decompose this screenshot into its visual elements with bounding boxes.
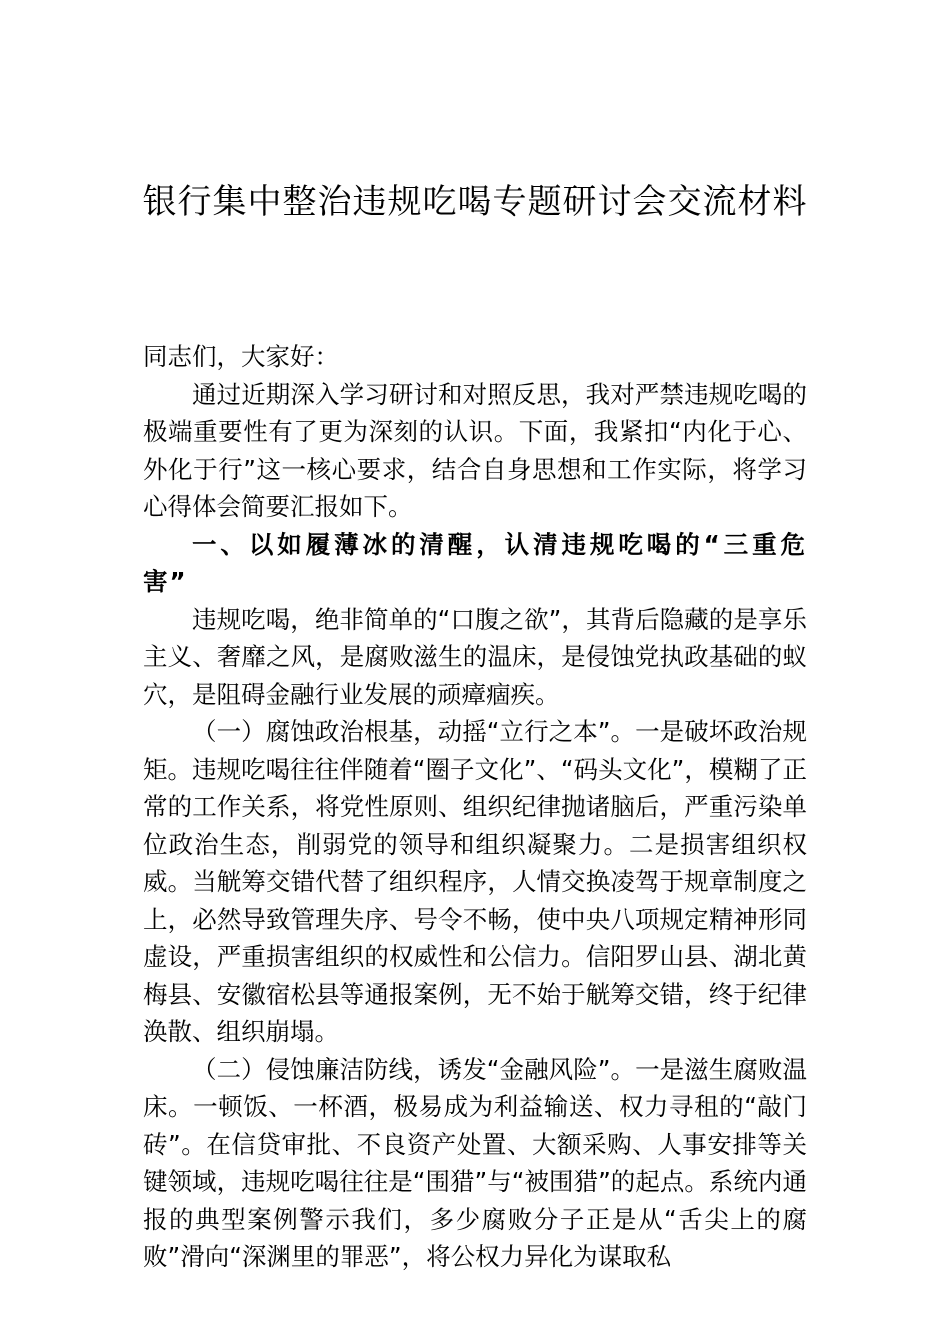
document-title: 银行集中整治违规吃喝专题研讨会交流材料 (142, 182, 808, 222)
section-heading-1: 一、以如履薄冰的清醒，认清违规吃喝的“三重危害” (143, 529, 807, 596)
paragraph-subsection-1: （一）腐蚀政治根基，动摇“立行之本”。一是破坏政治规矩。违规吃喝往往伴随着“圈子文化”、“码头文化”，模糊了正常的工作关系，将党性原则、组织纪律抛诸脑后，严重污染单位政治生态，削弱党的领导和组织凝聚力。二是损害组织权威。当觥筹交错代替了组织程序，人情交换凌驾于规章制度之上，必然导致管理失序、号令不畅，使中央八项规定精神形同虚设，严重损害组织的权威性和公信力。信阳罗山县、湖北黄梅县、安徽宿松县等通报案例，无不始于觥筹交错，终于纪律涣散、组织崩塌。 (143, 717, 807, 1046)
document-body (143, 338, 807, 1276)
paragraph-intro: 通过近期深入学习研讨和对照反思，我对严禁违规吃喝的极端重要性有了更为深刻的认识。下面，我紧扣“内化于心、外化于行”这一核心要求，结合自身思想和工作实际，将学习心得体会简要汇报如下。 (143, 379, 807, 521)
paragraph-section-1-lead: 违规吃喝，绝非简单的“口腹之欲”，其背后隐藏的是享乐主义、奢靡之风，是腐败滋生的温床，是侵蚀党执政基础的蚁穴，是阻碍金融行业发展的顽瘴痼疾。 (143, 604, 807, 709)
paragraph-subsection-2: （二）侵蚀廉洁防线，诱发“金融风险”。一是滋生腐败温床。一顿饭、一杯酒，极易成为利益输送、权力寻租的“敲门砖”。在信贷审批、不良资产处置、大额采购、人事安排等关键领域，违规吃喝往往是“围猎”与“被围猎”的起点。系统内通报的典型案例警示我们，多少腐败分子正是从“舌尖上的腐败”滑向“深渊里的罪恶”，将公权力异化为谋取私 (143, 1054, 807, 1271)
salutation: 同志们，大家好： (143, 342, 339, 371)
